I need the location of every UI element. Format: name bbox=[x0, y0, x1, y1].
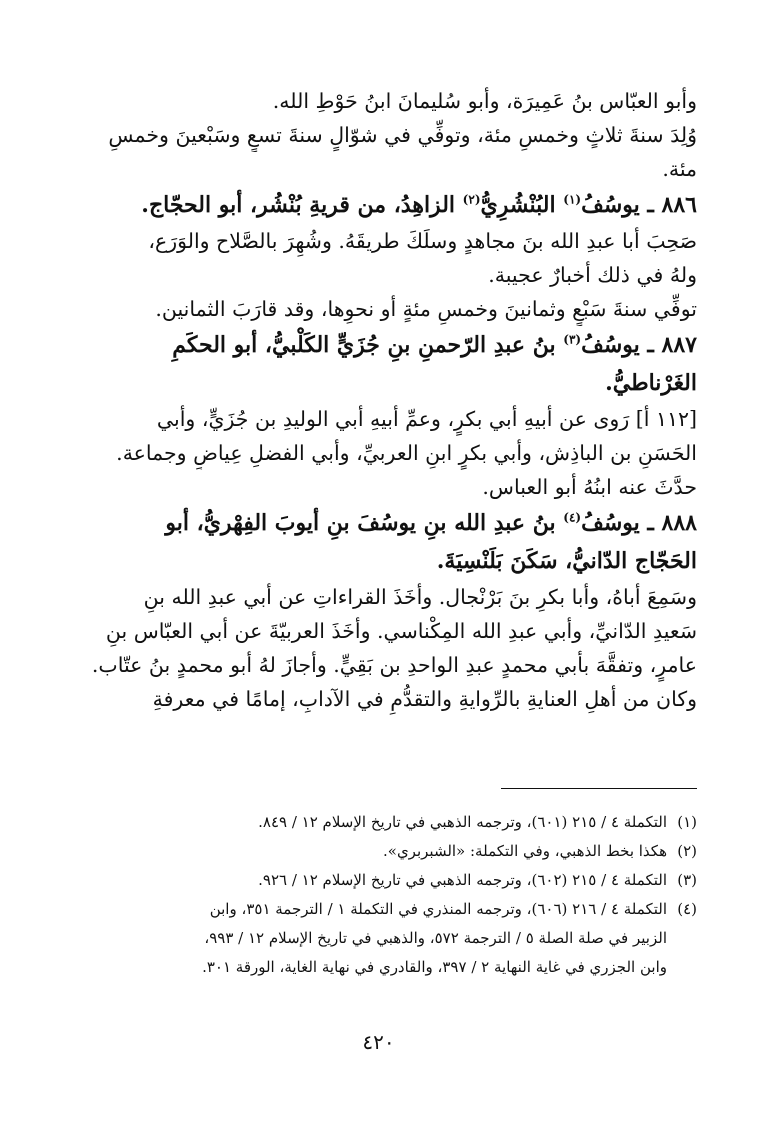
footnote-number: (٣) bbox=[677, 871, 697, 889]
entry-heading-888-cont: الحَجّاج الدّانيُّ، سَكَنَ بَلَنْسِيَةَ. bbox=[436, 548, 697, 574]
footnote-ref: (١) bbox=[563, 192, 582, 207]
footnote-number: (٢) bbox=[677, 842, 697, 860]
footnote-divider bbox=[501, 788, 697, 789]
footnote-number: (٤) bbox=[677, 900, 697, 918]
footnote-ref: (٢) bbox=[462, 192, 481, 207]
text-line: وأبو العبّاس بنُ عَمِيرَة، وأبو سُليمانَ ابنُ حَوْطِ الله. bbox=[272, 89, 697, 113]
text-line: وكان من أهلِ العنايةِ بالرِّوايةِ والتقدُّمِ في الآدابِ، إمامًا في معرفةِ bbox=[152, 687, 697, 711]
text-line: الحَسَنِ بن الباذِش، وأبي بكرٍ ابنِ العربيِّ، وأبي الفضلِ عِياضٍ وجماعة. bbox=[116, 441, 697, 465]
footnote-text: التكملة ٤ / ٢١٥ (٦٠١)، وترجمه الذهبي في تاريخ الإسلام ١٢ / ٨٤٩. bbox=[258, 813, 667, 831]
entry-heading-886 bbox=[90, 186, 697, 224]
text-line: وُلِدَ سنةَ ثلاثٍ وخمسِ مئة، وتوفِّي في شوّالٍ سنةَ تسعٍ وسَبْعينَ وخمسِ bbox=[108, 123, 697, 147]
text-line: سَعيدِ الدّانيِّ، وأبي عبدِ الله المِكْناسي. وأخَذَ العربيّةَ عن أبي العبّاس بنِ bbox=[105, 619, 697, 643]
entry-name: بنُ عبدِ الرّحمنِ بنِ جُزَيٍّ الكَلْبيُّ، أبو الحكَمِ bbox=[172, 332, 564, 358]
entry-heading-888 bbox=[90, 504, 697, 542]
text-line: توفِّي سنةَ سَبْعٍ وثمانينَ وخمسِ مئةٍ أو نحوِها، وقد قارَبَ الثمانين. bbox=[155, 297, 697, 321]
footnote-text: هكذا بخط الذهبي، وفي التكملة: «الشبربري». bbox=[383, 842, 667, 860]
entry-number: ٨٨٦ ـ يوسُفُ bbox=[581, 192, 697, 218]
footnotes bbox=[90, 808, 697, 982]
text-line: عامرٍ، وتفقَّهَ بأبي محمدٍ عبدِ الواحدِ بن بَقِيٍّ. وأجازَ لهُ أبو محمدٍ بنُ عتّاب. bbox=[91, 653, 697, 677]
footnote bbox=[90, 866, 697, 895]
footnote-text: وابن الجزري في غاية النهاية ٢ / ٣٩٧، والقادري في نهاية الغاية، الورقة ٣٠١. bbox=[202, 958, 667, 976]
text-line: مئة. bbox=[662, 157, 697, 181]
footnote-number: (١) bbox=[677, 813, 697, 831]
text-line: ولهُ في ذلك أخبارٌ عجيبة. bbox=[488, 263, 697, 287]
entry-name: البُنْشُرِيُّ bbox=[480, 192, 564, 218]
page-number: ٤٢٠ bbox=[362, 1030, 395, 1054]
footnote-text: الزبير في صلة الصلة ٥ / الترجمة ٥٧٢، والذهبي في تاريخ الإسلام ١٢ / ٩٩٣، bbox=[204, 929, 667, 947]
entry-heading-887-cont: الغَرْناطيُّ. bbox=[605, 370, 697, 396]
text-line: وسَمِعَ أباهُ، وأبا بكرِ بنَ بَرْنْجال. وأخَذَ القراءاتِ عن أبي عبدِ الله بنِ bbox=[143, 585, 697, 609]
footnote-text: التكملة ٤ / ٢١٥ (٦٠٢)، وترجمه الذهبي في تاريخ الإسلام ١٢ / ٩٢٦. bbox=[258, 871, 667, 889]
footnote-text: التكملة ٤ / ٢١٦ (٦٠٦)، وترجمه المنذري في التكملة ١ / الترجمة ٣٥١، وابن bbox=[209, 900, 667, 918]
entry-number: ٨٨٨ ـ يوسُفُ bbox=[581, 510, 697, 536]
text-line: صَحِبَ أبا عبدِ الله بنَ مجاهدٍ وسلَكَ طريقَهُ. وشُهِرَ بالصَّلاح والوَرَع، bbox=[148, 229, 697, 253]
text-line: [١١٢ أ] رَوى عن أبيهِ أبي بكرٍ، وعمِّ أبيهِ أبي الوليدِ بن جُزَيٍّ، وأبي bbox=[156, 407, 697, 431]
text-line: حدَّثَ عنه ابنُهُ أبو العباس. bbox=[482, 475, 697, 499]
footnote-ref: (٣) bbox=[563, 332, 582, 347]
entry-number: ٨٨٧ ـ يوسُفُ bbox=[581, 332, 697, 358]
footnote bbox=[90, 808, 697, 837]
main-text bbox=[90, 84, 697, 716]
footnote bbox=[90, 895, 697, 924]
entry-name: بنُ عبدِ الله بنِ يوسُفَ بنِ أيوبَ الفِهْريُّ، أبو bbox=[165, 510, 564, 536]
entry-heading-887 bbox=[90, 326, 697, 364]
footnote bbox=[90, 837, 697, 866]
footnote-ref: (٤) bbox=[563, 510, 582, 525]
entry-name-rest: الزاهِدُ، من قريةِ بُنْشُر، أبو الحجّاج. bbox=[141, 192, 463, 218]
